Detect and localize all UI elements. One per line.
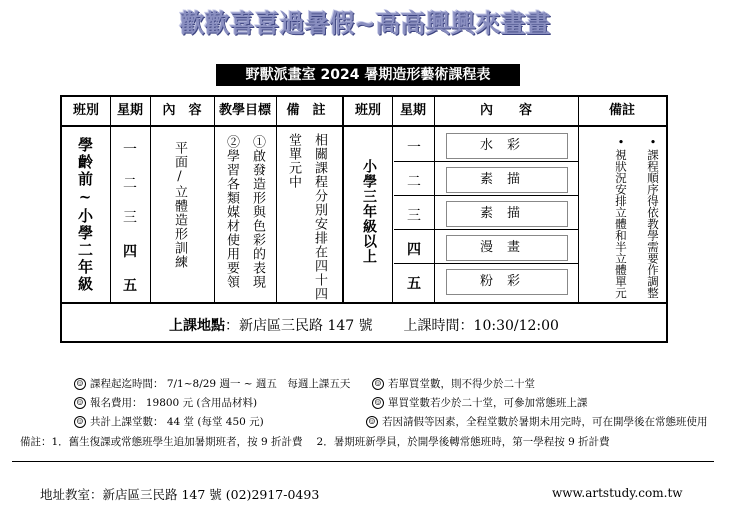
bullet-icon: ☺ — [372, 397, 384, 409]
info-fee: ☺ 報名費用： 19800 元 (含用品材料) — [74, 395, 257, 410]
left-goal-2: ②學習各類媒材使用要領 — [224, 135, 239, 289]
bullet-icon: ☺ — [74, 416, 86, 428]
info-rule-1: ☺ 若單買堂數，則不得少於二十堂 — [372, 376, 535, 391]
left-remark-b: 相關課程分別安排在四十四 — [312, 133, 327, 301]
class-location-time — [62, 315, 666, 335]
right-day-mon: 一 — [407, 140, 421, 156]
divider — [434, 97, 435, 303]
bullet-icon: ☺ — [74, 378, 86, 390]
right-day-thu: 四 — [407, 242, 421, 258]
remark-label: 備註： — [20, 436, 52, 448]
header-week-2: 星期 — [399, 103, 426, 118]
left-day-tue: 二 — [123, 176, 137, 192]
divider — [394, 195, 578, 196]
time-value: 10:30/12:00 — [473, 318, 559, 334]
left-day-thu: 四 — [123, 244, 137, 260]
right-day-wed: 三 — [407, 208, 421, 224]
header-remark: 備 註 — [286, 103, 326, 118]
divider — [214, 97, 215, 303]
header-content-2: 內 容 — [479, 103, 532, 118]
divider — [394, 263, 578, 264]
left-day-fri: 五 — [123, 278, 137, 294]
left-class-name: 學齡前~小學二年級 — [76, 137, 94, 293]
right-content-wed: 素描 — [446, 201, 568, 227]
left-goal-1: ①啟發造形與色彩的表現 — [250, 135, 265, 289]
location-label: 上課地點 — [169, 318, 226, 334]
info-sessions: ☺ 共計上課堂數： 44 堂 (每堂 450 元) — [74, 414, 264, 429]
right-day-fri: 五 — [407, 276, 421, 292]
table-header-row — [62, 97, 666, 127]
left-content: 平面/立體造形訓練 — [172, 141, 187, 269]
header-week: 星期 — [116, 103, 143, 118]
schedule-table — [60, 95, 668, 343]
divider — [110, 97, 111, 303]
banner-title: 歡歡喜喜過暑假~高高興興來畫畫 — [179, 9, 551, 38]
header-class-2: 班別 — [354, 103, 381, 118]
right-content-thu: 漫畫 — [446, 235, 568, 261]
location-value: ：新店區三民路 147 號 — [225, 318, 373, 334]
header-goal: 教學目標 — [218, 103, 271, 118]
info-period: ☺ 課程起迄時間： 7/1~8/29 週一 ~ 週五 每週上課五天 — [74, 376, 350, 391]
info-rule-2: ☺ 單買堂數若少於二十堂，可參加常態班上課 — [372, 395, 588, 410]
course-table-title: 野獸派畫室 2024 暑期造形藝術課程表 — [216, 64, 520, 86]
header-class: 班別 — [72, 103, 99, 118]
right-day-tue: 二 — [407, 174, 421, 190]
time-label: 上課時間： — [403, 318, 474, 334]
remark-2: 2．暑期班新學員，於開學後轉常態班時，第一學程按 9 折計費 — [316, 436, 610, 448]
footer-address: 地址教室：新店區三民路 147 號 (02)2917-0493 — [40, 487, 320, 502]
divider — [394, 161, 578, 162]
bullet-icon: ☺ — [74, 397, 86, 409]
divider — [150, 97, 151, 303]
right-note-1: •課程順序得依教學需要作調整 — [646, 135, 660, 299]
bullet-icon: ☺ — [366, 416, 378, 428]
right-note-2: •視狀況安排立體和半立體單元 — [614, 135, 628, 299]
divider — [394, 229, 578, 230]
header-content: 內 容 — [162, 103, 202, 118]
divider — [578, 97, 579, 303]
header-remark-2: 備註 — [608, 103, 635, 118]
info-rule-3: ☺ 若因請假等因素，全程堂數於暑期未用完時，可在開學後在常態班使用 — [366, 414, 708, 429]
divider — [62, 302, 666, 304]
bullet-icon: ☺ — [372, 378, 384, 390]
right-content-tue: 素描 — [446, 167, 568, 193]
footer-website: www.artstudy.com.tw — [552, 486, 683, 500]
remark-1: 1．舊生復課或常態班學生追加暑期班者，按 9 折計費 — [51, 436, 303, 448]
divider — [342, 97, 344, 303]
right-content-mon: 水彩 — [446, 133, 568, 159]
left-remark-a: 堂單元中 — [286, 133, 301, 189]
right-content-fri: 粉彩 — [446, 269, 568, 295]
footer-divider — [12, 461, 714, 462]
divider — [276, 97, 277, 303]
divider — [392, 97, 393, 303]
right-class-name: 小學三年級以上 — [361, 159, 377, 264]
remarks — [20, 434, 610, 449]
left-day-mon: 一 — [123, 142, 137, 158]
left-day-wed: 三 — [123, 210, 137, 226]
